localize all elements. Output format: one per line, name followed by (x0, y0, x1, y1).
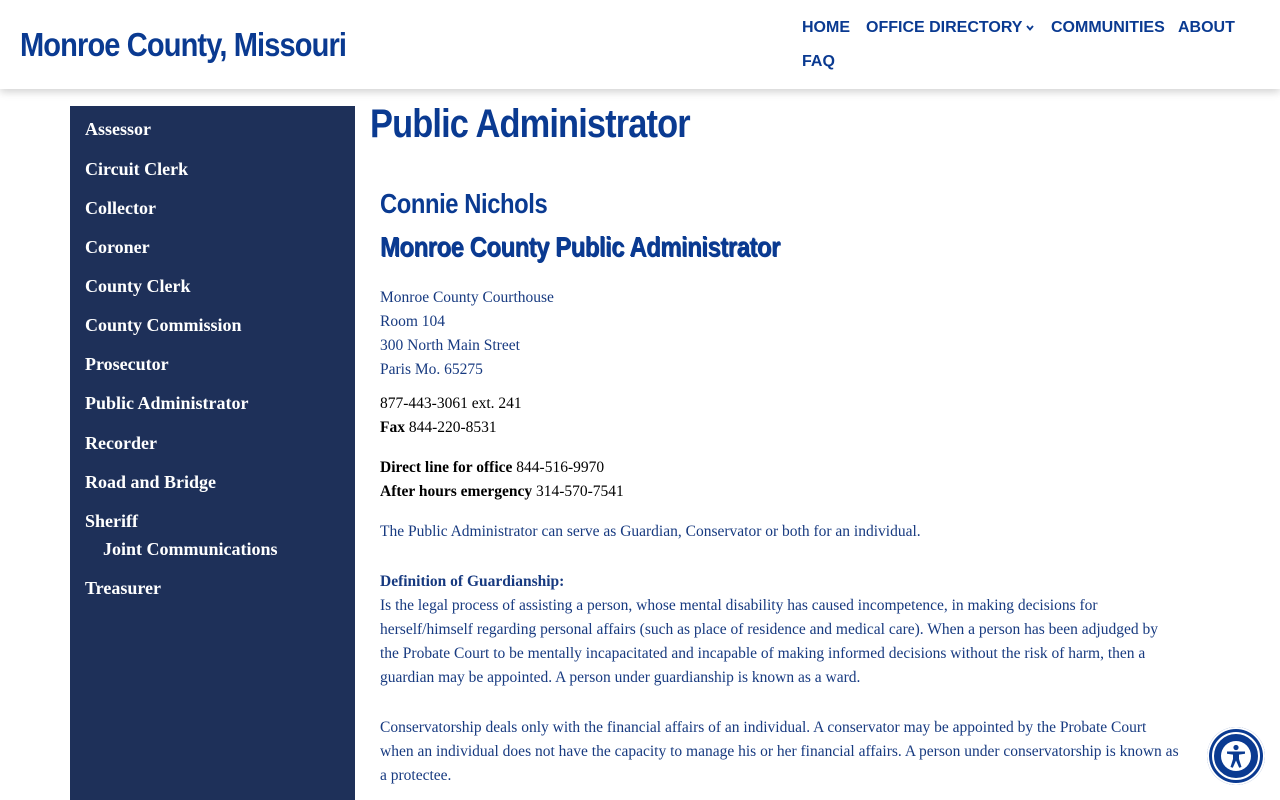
nav-office-directory-label: OFFICE DIRECTORY (866, 19, 1023, 36)
sidebar-item-joint-communications[interactable]: Joint Communications (103, 539, 278, 559)
office-sidebar (70, 106, 355, 800)
direct-line-label: Direct line for office (380, 459, 513, 476)
nav-about[interactable]: ABOUT (1178, 19, 1235, 36)
address-line: Room 104 (380, 313, 446, 330)
guardianship-heading: Definition of Guardianship: (380, 573, 565, 590)
address-line: Paris Mo. 65275 (380, 361, 483, 378)
intro-text: The Public Administrator can serve as Guardian, Conservator or both for an individual. (380, 523, 921, 540)
nav-communities[interactable]: COMMUNITIES (1051, 19, 1165, 36)
sidebar-item-prosecutor[interactable]: Prosecutor (85, 354, 169, 374)
sidebar-item-county-commission[interactable]: County Commission (85, 315, 242, 335)
nav-faq[interactable]: FAQ (802, 53, 835, 70)
sidebar-item-county-clerk[interactable]: County Clerk (85, 276, 191, 296)
nav-office-directory[interactable] (866, 19, 1034, 37)
site-header (0, 0, 1280, 89)
accessibility-icon (1216, 736, 1256, 776)
fax-label: Fax (380, 419, 405, 436)
direct-line-number: 844-516-9970 (516, 459, 605, 476)
phone-number: 877-443-3061 ext. 241 (380, 395, 522, 412)
nav-home[interactable]: HOME (802, 19, 850, 36)
fax-line (380, 419, 497, 437)
sidebar-item-coroner[interactable]: Coroner (85, 237, 150, 257)
after-hours-line (380, 483, 624, 501)
address-line: 300 North Main Street (380, 337, 520, 354)
sidebar-item-recorder[interactable]: Recorder (85, 433, 157, 453)
official-role: Monroe County Public Administrator (380, 231, 780, 262)
accessibility-button[interactable] (1207, 727, 1265, 785)
address-line: Monroe County Courthouse (380, 289, 554, 306)
sidebar-item-public-administrator[interactable]: Public Administrator (85, 393, 249, 413)
page-title: Public Administrator (370, 102, 690, 146)
chevron-down-icon (1026, 22, 1034, 34)
fax-number: 844-220-8531 (408, 419, 497, 436)
official-name: Connie Nichols (380, 188, 548, 219)
sidebar-item-treasurer[interactable]: Treasurer (85, 578, 161, 598)
sidebar-item-road-and-bridge[interactable]: Road and Bridge (85, 472, 217, 492)
conservatorship-text: Conservatorship deals only with the financial affairs of an individual. A conservator may be appointed by the Probate Court when an individual does not have the capacity to manage his or her financial affairs. A person under conservatorship is known as a protectee. (380, 719, 1179, 784)
site-title[interactable]: Monroe County, Missouri (20, 26, 347, 63)
guardianship-text: Is the legal process of assisting a person, whose mental disability has caused incompetence, in making decisions for herself/himself regarding personal affairs (such as place of residence and medical care). When a person has been adjudged by the Probate Court to be mentally incapacitated and incapable of making informed decisions without the risk of harm, then a guardian may be appointed. A person under guardianship is known as a ward. (380, 597, 1158, 686)
after-hours-label: After hours emergency (380, 483, 533, 500)
sidebar-item-circuit-clerk[interactable]: Circuit Clerk (85, 159, 189, 179)
direct-line (380, 459, 604, 477)
sidebar-item-collector[interactable]: Collector (85, 198, 156, 218)
sidebar-item-sheriff[interactable]: Sheriff (85, 511, 138, 531)
after-hours-number: 314-570-7541 (535, 483, 624, 500)
sidebar-item-assessor[interactable]: Assessor (85, 119, 151, 139)
